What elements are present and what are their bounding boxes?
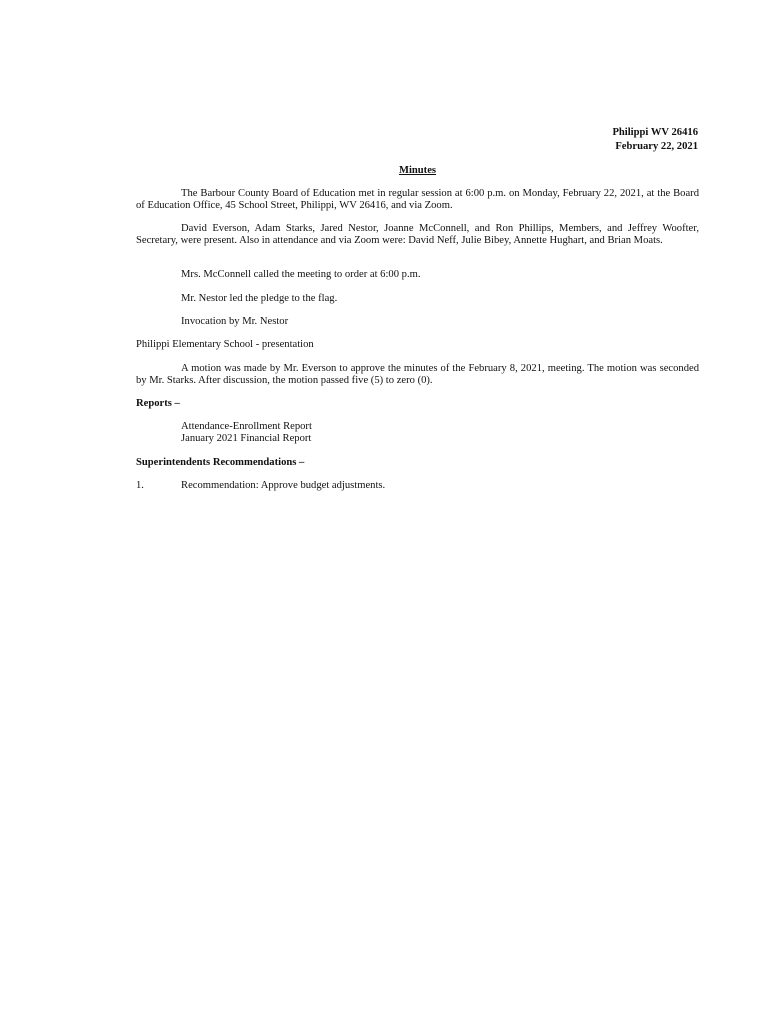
paragraph-motion: A motion was made by Mr. Everson to approve the minutes of the February 8, 2021, meeting. The motion was seconded by Mr. Starks. After discussion, the motion passed five (5) to zero (0). [136, 363, 699, 386]
header-location: Philippi WV 26416 [612, 127, 698, 138]
report-item: Attendance-Enrollment Report [181, 421, 312, 432]
paragraph-invocation: Invocation by Mr. Nestor [181, 316, 289, 327]
reports-heading: Reports – [136, 398, 180, 409]
recommendation-number: 1. [136, 480, 144, 491]
paragraph-attendance: David Everson, Adam Starks, Jared Nestor, Joanne McConnell, and Ron Phillips, Members, and Jeffrey Woofter, Secretary, were present. Also in attendance and via Zoom were: David Neff, Julie Bibey, Annette Hughart, and Brian Moats. [136, 223, 699, 246]
recommendations-heading: Superintendents Recommendations – [136, 457, 305, 468]
paragraph-call-to-order: Mrs. McConnell called the meeting to order at 6:00 p.m. [181, 269, 421, 280]
report-item: January 2021 Financial Report [181, 433, 312, 444]
paragraph-pledge: Mr. Nestor led the pledge to the flag. [181, 293, 338, 304]
document-title: Minutes [398, 165, 437, 176]
recommendation-text: Recommendation: Approve budget adjustments. [181, 480, 386, 491]
paragraph-presentation: Philippi Elementary School - presentation [136, 339, 314, 350]
paragraph-session-info: The Barbour County Board of Education met in regular session at 6:00 p.m. on Monday, February 22, 2021, at the Board of Education Office, 45 School Street, Philippi, WV 26416, and via Zoom. [136, 188, 699, 211]
header-date: February 22, 2021 [615, 141, 698, 152]
